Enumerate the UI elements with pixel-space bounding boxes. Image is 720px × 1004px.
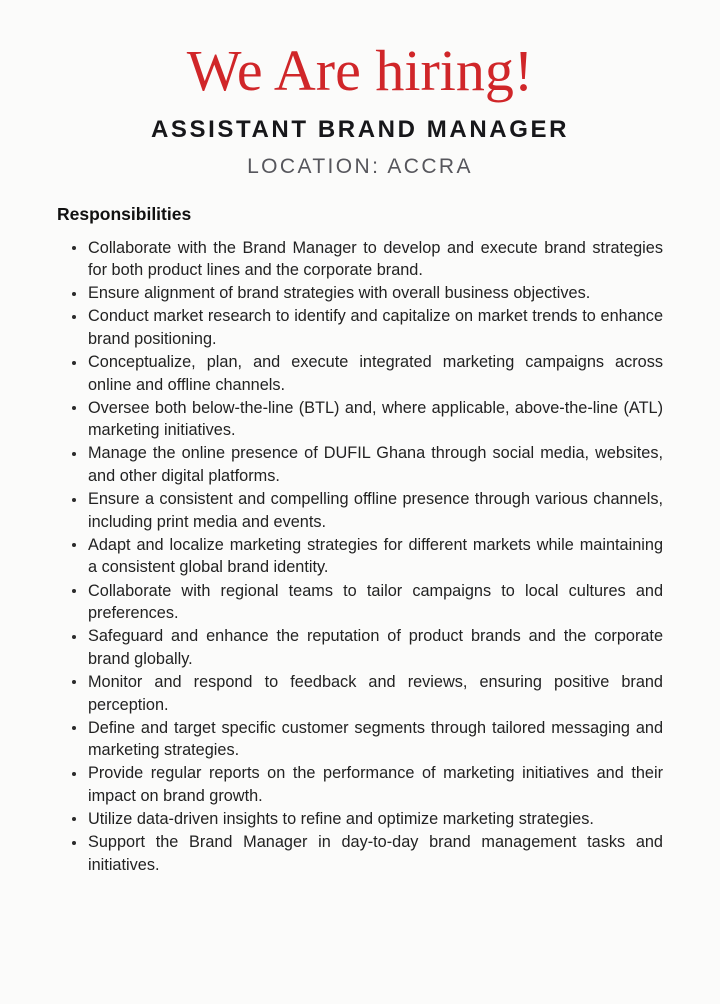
responsibility-item: Support the Brand Manager in day-to-day brand management tasks and initiatives.: [88, 831, 663, 876]
hiring-title: We Are hiring!: [186, 38, 534, 103]
responsibility-item: Utilize data-driven insights to refine and optimize marketing strategies.: [88, 808, 663, 831]
responsibility-item: Provide regular reports on the performance of marketing initiatives and their impact on brand growth.: [88, 762, 663, 807]
responsibility-item: Ensure a consistent and compelling offline presence through various channels, including print media and events.: [88, 488, 663, 533]
responsibility-item: Safeguard and enhance the reputation of product brands and the corporate brand globally.: [88, 625, 663, 670]
header: [0, 0, 720, 179]
responsibility-item: Manage the online presence of DUFIL Ghana through social media, websites, and other digital platforms.: [88, 442, 663, 487]
responsibilities-list: [88, 237, 663, 877]
responsibility-item: Conceptualize, plan, and execute integrated marketing campaigns across online and offline channels.: [88, 351, 663, 396]
job-title: ASSISTANT BRAND MANAGER: [150, 115, 570, 143]
responsibility-item: Collaborate with regional teams to tailor campaigns to local cultures and preferences.: [88, 580, 663, 625]
responsibility-item: Ensure alignment of brand strategies with overall business objectives.: [88, 282, 663, 305]
location-line: LOCATION: ACCRA: [247, 154, 473, 178]
responsibility-item: Define and target specific customer segments through tailored messaging and marketing strategies.: [88, 717, 663, 762]
responsibility-item: Monitor and respond to feedback and reviews, ensuring positive brand perception.: [88, 671, 663, 716]
responsibility-item: Collaborate with the Brand Manager to develop and execute brand strategies for both product lines and the corporate brand.: [88, 237, 663, 282]
responsibility-item: Oversee both below-the-line (BTL) and, where applicable, above-the-line (ATL) marketing initiatives.: [88, 397, 663, 442]
responsibilities-heading: Responsibilities: [57, 203, 192, 224]
responsibility-item: Adapt and localize marketing strategies for different markets while maintaining a consistent global brand identity.: [88, 534, 663, 579]
responsibility-item: Conduct market research to identify and capitalize on market trends to enhance brand positioning.: [88, 305, 663, 350]
